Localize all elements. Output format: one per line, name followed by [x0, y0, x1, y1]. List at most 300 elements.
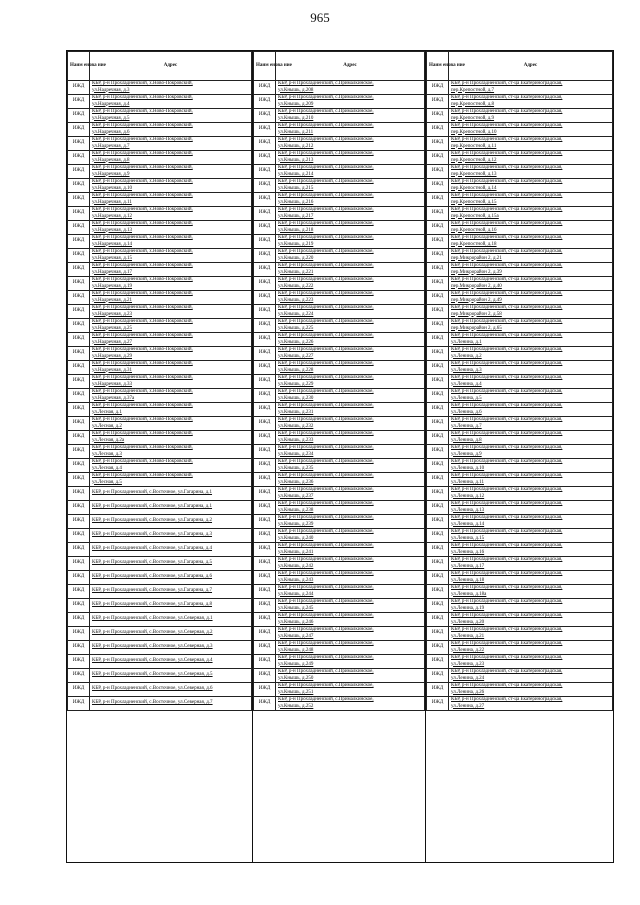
table-row: [254, 151, 425, 165]
address-cell: [449, 347, 613, 361]
address-cell: [276, 221, 425, 235]
table-row: [427, 445, 613, 459]
address-line-2: ул.Ленина, д.23: [451, 661, 485, 667]
address-cell: [276, 375, 425, 389]
address-line-2: ул.Надречная, д.25: [92, 325, 132, 331]
table-row: [427, 585, 613, 599]
address-line-1: КБР, р-н Прохладненский, х.Ново-Покровский,: [92, 459, 193, 465]
address-line-2: ул.Надречная, д.15: [92, 255, 132, 261]
address-line-2: ул.Кнышь, д.229: [278, 381, 314, 387]
table-row: [254, 137, 425, 151]
address-line-2: ул.Надречная, д.3: [92, 87, 130, 93]
address-line-1: КБР, р-н Прохладненский, х.Ново-Покровский,: [92, 151, 193, 157]
address-line-2: ул.Ленина, д.7: [451, 423, 482, 429]
address-cell: [449, 697, 613, 711]
building-type: ИЖД: [254, 249, 276, 263]
address-cell: [90, 473, 252, 487]
building-type: ИЖД: [427, 249, 449, 263]
table-row: [427, 221, 613, 235]
address-line-1: КБР, р-н Прохладненский, с.Восточное, ул.Гагарина, д.5: [92, 560, 213, 566]
address-cell: [449, 403, 613, 417]
address-line-2: ул.Ленина, д.2: [451, 353, 482, 359]
address-line-1: КБР, р-н Прохладненский, с.Прималкинское,: [278, 389, 374, 395]
table-header: [68, 52, 252, 81]
address-cell: [449, 319, 613, 333]
building-type: ИЖД: [68, 641, 90, 655]
building-type: ИЖД: [68, 81, 90, 95]
address-line-1: КБР, р-н Прохладненский, ст-ца Екатериноградская,: [451, 207, 563, 213]
address-line-2: ул.Ленина, д.24: [451, 675, 485, 681]
address-cell: [90, 697, 252, 711]
building-type: ИЖД: [427, 333, 449, 347]
address-cell: [449, 599, 613, 613]
address-line-1: КБР, р-н Прохладненский, ст-ца Екатериноградская,: [451, 585, 563, 591]
address-line-2: ул.Ленина, д.14: [451, 521, 485, 527]
address-line-1: КБР, р-н Прохладненский, с.Прималкинское,: [278, 81, 374, 87]
table-row: [68, 221, 252, 235]
address-line-2: ул.Кнышь, д.226: [278, 339, 314, 345]
address-cell: [90, 529, 252, 543]
table-row: [254, 305, 425, 319]
table-row: [427, 543, 613, 557]
address-cell: [276, 193, 425, 207]
building-type: ИЖД: [427, 123, 449, 137]
building-type: ИЖД: [254, 347, 276, 361]
address-line-1: КБР, р-н Прохладненский, х.Ново-Покровский,: [92, 235, 193, 241]
table-row: [254, 277, 425, 291]
address-table-2: [252, 50, 426, 863]
table-row: [427, 165, 613, 179]
table-row: [68, 151, 252, 165]
table-row: [68, 417, 252, 431]
header-address: Адрес: [276, 52, 425, 81]
building-type: ИЖД: [68, 403, 90, 417]
building-type: ИЖД: [427, 305, 449, 319]
table-row: [427, 291, 613, 305]
building-type: ИЖД: [427, 459, 449, 473]
address-line-2: пер.Крепостной, д.9: [451, 115, 495, 121]
address-line-2: ул.Лесная, д.2: [92, 423, 122, 429]
address-line-2: ул.Надречная, д.5: [92, 115, 130, 121]
address-cell: [449, 361, 613, 375]
address-line-2: пер.Крепостной, д.8: [451, 101, 495, 107]
address-cell: [276, 95, 425, 109]
table-row: [68, 431, 252, 445]
address-line-2: ул.Кнышь, д.218: [278, 227, 314, 233]
address-line-1: КБР, р-н Прохладненский, с.Прималкинское,: [278, 95, 374, 101]
table-row: [254, 207, 425, 221]
address-line-1: КБР, р-н Прохладненский, с.Прималкинское,: [278, 235, 374, 241]
address-line-1: КБР, р-н Прохладненский, с.Прималкинское,: [278, 571, 374, 577]
address-line-2: ул.Кнышь, д.223: [278, 297, 314, 303]
address-line-1: КБР, р-н Прохладненский, с.Прималкинское,: [278, 669, 374, 675]
table-row: [254, 249, 425, 263]
address-line-2: ул.Надречная, д.33: [92, 381, 132, 387]
address-cell: [276, 277, 425, 291]
table-row: [254, 501, 425, 515]
table-row: [427, 277, 613, 291]
address-cell: [276, 263, 425, 277]
table-row: [254, 641, 425, 655]
address-line-1: КБР, р-н Прохладненский, х.Ново-Покровский,: [92, 291, 193, 297]
address-cell: [90, 445, 252, 459]
address-line-1: КБР, р-н Прохладненский, с.Прималкинское,: [278, 655, 374, 661]
building-type: ИЖД: [68, 459, 90, 473]
address-line-1: КБР, р-н Прохладненский, ст-ца Екатериноградская,: [451, 417, 563, 423]
address-cell: [449, 501, 613, 515]
header-type: Наим енова ние: [427, 52, 449, 81]
address-line-1: КБР, р-н Прохладненский, ст-ца Екатериноградская,: [451, 193, 563, 199]
table-row: [68, 305, 252, 319]
address-line-2: ул.Кнышь, д.236: [278, 479, 314, 485]
table-row: [254, 109, 425, 123]
address-line-1: КБР, р-н Прохладненский, с.Прималкинское,: [278, 277, 374, 283]
address-line-1: КБР, р-н Прохладненский, х.Ново-Покровский,: [92, 81, 193, 87]
building-type: ИЖД: [427, 515, 449, 529]
address-line-1: КБР, р-н Прохладненский, х.Ново-Покровский,: [92, 277, 193, 283]
table-row: [427, 487, 613, 501]
table-row: [427, 305, 613, 319]
address-line-2: ул.Кнышь, д.240: [278, 535, 314, 541]
address-cell: [90, 305, 252, 319]
building-type: ИЖД: [68, 669, 90, 683]
table-row: [254, 179, 425, 193]
address-line-2: ул.Кнышь, д.228: [278, 367, 314, 373]
building-type: ИЖД: [427, 585, 449, 599]
table-row: [68, 403, 252, 417]
table-row: [254, 81, 425, 95]
address-line-1: КБР, р-н Прохладненский, с.Восточное, ул.Гагарина, д.8: [92, 602, 213, 608]
address-line-1: КБР, р-н Прохладненский, ст-ца Екатериноградская,: [451, 347, 563, 353]
address-line-1: КБР, р-н Прохладненский, с.Прималкинское,: [278, 599, 374, 605]
building-type: ИЖД: [68, 333, 90, 347]
address-line-1: КБР, р-н Прохладненский, ст-ца Екатериноградская,: [451, 529, 563, 535]
building-type: ИЖД: [254, 193, 276, 207]
building-type: ИЖД: [427, 683, 449, 697]
building-type: ИЖД: [427, 697, 449, 711]
building-type: ИЖД: [427, 375, 449, 389]
table-row: [427, 123, 613, 137]
address-line-1: КБР, р-н Прохладненский, с.Восточное, ул.Северная, д.6: [92, 686, 213, 692]
building-type: ИЖД: [68, 683, 90, 697]
building-type: ИЖД: [68, 529, 90, 543]
address-cell: [276, 459, 425, 473]
address-line-1: КБР, р-н Прохладненский, х.Ново-Покровский,: [92, 389, 193, 395]
building-type: ИЖД: [427, 389, 449, 403]
building-type: ИЖД: [254, 515, 276, 529]
address-line-2: ул.Надречная, д.8: [92, 157, 130, 163]
address-line-1: КБР, р-н Прохладненский, ст-ца Екатериноградская,: [451, 235, 563, 241]
table-row: [68, 669, 252, 683]
address-line-2: ул.Ленина, д.17: [451, 563, 485, 569]
table-row: [254, 473, 425, 487]
table-row: [427, 557, 613, 571]
address-line-1: КБР, р-н Прохладненский, ст-ца Екатериноградская,: [451, 697, 563, 703]
building-type: ИЖД: [427, 193, 449, 207]
address-cell: [449, 655, 613, 669]
address-line-1: КБР, р-н Прохладненский, с.Прималкинское,: [278, 109, 374, 115]
address-cell: [276, 515, 425, 529]
table-row: [68, 193, 252, 207]
address-cell: [90, 669, 252, 683]
address-line-1: КБР, р-н Прохладненский, с.Восточное, ул.Гагарина, д.2: [92, 518, 213, 524]
table-row: [68, 137, 252, 151]
address-line-1: КБР, р-н Прохладненский, ст-ца Екатериноградская,: [451, 305, 563, 311]
table-row: [254, 627, 425, 641]
page-number: 965: [310, 10, 330, 25]
table-row: [427, 263, 613, 277]
table-row: [254, 487, 425, 501]
address-line-2: ул.Надречная, д.10: [92, 185, 132, 191]
address-line-2: ул.Кнышь, д.220: [278, 255, 314, 261]
address-cell: [276, 529, 425, 543]
building-type: ИЖД: [68, 389, 90, 403]
address-cell: [276, 319, 425, 333]
address-line-2: ул.Кнышь, д.244: [278, 591, 314, 597]
address-cell: [90, 515, 252, 529]
address-cell: [90, 683, 252, 697]
address-line-1: КБР, р-н Прохладненский, х.Ново-Покровский,: [92, 445, 193, 451]
address-cell: [449, 669, 613, 683]
address-table-3: [425, 50, 614, 863]
address-cell: [276, 291, 425, 305]
address-line-2: ул.Кнышь, д.241: [278, 549, 314, 555]
address-line-2: ул.Ленина, д.21: [451, 633, 485, 639]
address-line-1: КБР, р-н Прохладненский, ст-ца Екатериноградская,: [451, 473, 563, 479]
building-type: ИЖД: [427, 179, 449, 193]
address-cell: [449, 81, 613, 95]
address-line-1: КБР, р-н Прохладненский, ст-ца Екатериноградская,: [451, 179, 563, 185]
table-row: [427, 697, 613, 711]
address-cell: [449, 165, 613, 179]
table-row: [254, 263, 425, 277]
address-line-2: ул.Ленина, д.26: [451, 689, 485, 695]
building-type: ИЖД: [427, 221, 449, 235]
address-cell: [90, 81, 252, 95]
address-line-2: ул.Кнышь, д.231: [278, 409, 314, 415]
table-row: [254, 683, 425, 697]
address-line-1: КБР, р-н Прохладненский, с.Прималкинское,: [278, 473, 374, 479]
table-row: [254, 571, 425, 585]
address-line-1: КБР, р-н Прохладненский, с.Восточное, ул.Гагарина, д.1: [92, 490, 213, 496]
building-type: ИЖД: [254, 501, 276, 515]
address-cell: [90, 123, 252, 137]
address-line-1: КБР, р-н Прохладненский, ст-ца Екатериноградская,: [451, 137, 563, 143]
address-line-2: ул.Ленина, д.18а: [451, 591, 487, 597]
address-line-2: ул.Кнышь, д.227: [278, 353, 314, 359]
address-cell: [449, 221, 613, 235]
address-line-2: ул.Кнышь, д.219: [278, 241, 314, 247]
building-type: ИЖД: [254, 361, 276, 375]
table-row: [68, 123, 252, 137]
address-cell: [276, 109, 425, 123]
table-row: [427, 501, 613, 515]
building-type: ИЖД: [68, 473, 90, 487]
table-row: [254, 669, 425, 683]
table-row: [427, 375, 613, 389]
address-cell: [449, 683, 613, 697]
table-row: [68, 109, 252, 123]
building-type: ИЖД: [427, 109, 449, 123]
address-cell: [449, 179, 613, 193]
table-row: [68, 641, 252, 655]
address-line-1: КБР, р-н Прохладненский, ст-ца Екатериноградская,: [451, 501, 563, 507]
address-line-1: КБР, р-н Прохладненский, ст-ца Екатериноградская,: [451, 669, 563, 675]
table-row: [254, 291, 425, 305]
table-row: [254, 333, 425, 347]
address-line-1: КБР, р-н Прохладненский, с.Прималкинское,: [278, 361, 374, 367]
address-line-2: ул.Кнышь, д.225: [278, 325, 314, 331]
address-line-2: ул.Ленина, д.5: [451, 395, 482, 401]
address-cell: [276, 557, 425, 571]
building-type: ИЖД: [68, 431, 90, 445]
table-row: [427, 403, 613, 417]
address-cell: [449, 305, 613, 319]
address-line-1: КБР, р-н Прохладненский, ст-ца Екатериноградская,: [451, 277, 563, 283]
header-type: Наим енова ние: [68, 52, 90, 81]
address-line-2: ул.Кнышь, д.251: [278, 689, 314, 695]
address-cell: [90, 235, 252, 249]
address-line-1: КБР, р-н Прохладненский, х.Ново-Покровский,: [92, 193, 193, 199]
address-line-2: ул.Лесная, д.5: [92, 479, 122, 485]
address-line-1: КБР, р-н Прохладненский, ст-ца Екатериноградская,: [451, 557, 563, 563]
building-type: ИЖД: [254, 179, 276, 193]
address-line-1: КБР, р-н Прохладненский, х.Ново-Покровский,: [92, 221, 193, 227]
address-line-1: КБР, р-н Прохладненский, х.Ново-Покровский,: [92, 165, 193, 171]
building-type: ИЖД: [254, 403, 276, 417]
building-type: ИЖД: [254, 571, 276, 585]
address-cell: [90, 627, 252, 641]
address-cell: [276, 207, 425, 221]
table-row: [254, 599, 425, 613]
address-line-2: ул.Надречная, д.23: [92, 311, 132, 317]
address-line-1: КБР, р-н Прохладненский, ст-ца Екатериноградская,: [451, 123, 563, 129]
table-row: [254, 697, 425, 711]
address-line-1: КБР, р-н Прохладненский, х.Ново-Покровский,: [92, 333, 193, 339]
address-line-1: КБР, р-н Прохладненский, ст-ца Екатериноградская,: [451, 319, 563, 325]
address-line-1: КБР, р-н Прохладненский, ст-ца Екатериноградская,: [451, 165, 563, 171]
table-header: [254, 52, 425, 81]
address-line-1: КБР, р-н Прохладненский, с.Прималкинское,: [278, 697, 374, 703]
address-cell: [276, 333, 425, 347]
building-type: ИЖД: [68, 207, 90, 221]
building-type: ИЖД: [68, 515, 90, 529]
building-type: ИЖД: [427, 347, 449, 361]
address-table-1: [66, 50, 253, 863]
address-line-1: КБР, р-н Прохладненский, с.Восточное, ул.Гагарина, д.7: [92, 588, 213, 594]
building-type: ИЖД: [427, 291, 449, 305]
table-row: [68, 347, 252, 361]
table-row: [427, 235, 613, 249]
address-cell: [276, 445, 425, 459]
table-row: [68, 571, 252, 585]
address-line-1: КБР, р-н Прохладненский, ст-ца Екатериноградская,: [451, 655, 563, 661]
address-line-1: КБР, р-н Прохладненский, с.Прималкинское,: [278, 333, 374, 339]
table-row: [254, 235, 425, 249]
table-row: [427, 459, 613, 473]
building-type: ИЖД: [254, 207, 276, 221]
building-type: ИЖД: [68, 235, 90, 249]
address-cell: [449, 431, 613, 445]
address-line-2: ул.Ленина, д.10: [451, 465, 485, 471]
table-row: [68, 81, 252, 95]
table-row: [254, 361, 425, 375]
address-line-1: КБР, р-н Прохладненский, с.Прималкинское,: [278, 193, 374, 199]
table-row: [427, 683, 613, 697]
address-cell: [276, 501, 425, 515]
address-line-2: ул.Кнышь, д.238: [278, 507, 314, 513]
building-type: ИЖД: [254, 697, 276, 711]
address-cell: [90, 193, 252, 207]
address-cell: [449, 473, 613, 487]
address-line-2: ул.Кнышь, д.249: [278, 661, 314, 667]
building-type: ИЖД: [427, 473, 449, 487]
address-line-2: ул.Ленина, д.4: [451, 381, 482, 387]
address-line-2: ул.Ленина, д.8: [451, 437, 482, 443]
address-cell: [449, 151, 613, 165]
building-type: ИЖД: [254, 165, 276, 179]
address-cell: [276, 137, 425, 151]
address-line-1: КБР, р-н Прохладненский, с.Прималкинское,: [278, 529, 374, 535]
building-type: ИЖД: [68, 487, 90, 501]
header-type: Наим енова ние: [254, 52, 276, 81]
building-type: ИЖД: [427, 235, 449, 249]
address-line-2: ул.Кнышь, д.217: [278, 213, 314, 219]
address-line-1: КБР, р-н Прохладненский, ст-ца Екатериноградская,: [451, 445, 563, 451]
building-type: ИЖД: [254, 473, 276, 487]
address-line-2: ул.Надречная, д.21: [92, 297, 132, 303]
address-line-2: ул.Кнышь, д.246: [278, 619, 314, 625]
address-line-2: пер.Крепостной, д.15а: [451, 213, 499, 219]
building-type: ИЖД: [427, 151, 449, 165]
address-cell: [276, 403, 425, 417]
address-line-1: КБР, р-н Прохладненский, ст-ца Екатериноградская,: [451, 599, 563, 605]
building-type: ИЖД: [254, 221, 276, 235]
table-row: [427, 137, 613, 151]
address-cell: [90, 501, 252, 515]
table-row: [427, 431, 613, 445]
address-line-1: КБР, р-н Прохладненский, с.Прималкинское,: [278, 431, 374, 437]
table-row: [68, 277, 252, 291]
address-line-2: ул.Ленина, д.6: [451, 409, 482, 415]
address-line-1: КБР, р-н Прохладненский, с.Прималкинское,: [278, 613, 374, 619]
address-line-2: ул.Ленина, д.22: [451, 647, 485, 653]
table-row: [68, 557, 252, 571]
address-cell: [276, 599, 425, 613]
address-cell: [276, 417, 425, 431]
address-line-2: ул.Лесная, д.1: [92, 409, 122, 415]
address-line-2: ул.Кнышь, д.209: [278, 101, 314, 107]
table-row: [427, 361, 613, 375]
building-type: ИЖД: [427, 571, 449, 585]
address-line-2: пер.Микрорайон 2, д.49: [451, 297, 502, 303]
address-cell: [90, 655, 252, 669]
table-row: [254, 515, 425, 529]
address-line-2: ул.Кнышь, д.242: [278, 563, 314, 569]
table-row: [427, 641, 613, 655]
address-cell: [90, 151, 252, 165]
address-line-1: КБР, р-н Прохладненский, х.Ново-Покровский,: [92, 361, 193, 367]
address-line-2: ул.Кнышь, д.239: [278, 521, 314, 527]
address-cell: [276, 123, 425, 137]
table-row: [427, 571, 613, 585]
address-line-1: КБР, р-н Прохладненский, с.Восточное, ул.Гагарина, д.4: [92, 546, 213, 552]
table-row: [254, 613, 425, 627]
address-line-1: КБР, р-н Прохладненский, с.Прималкинское,: [278, 375, 374, 381]
building-type: ИЖД: [254, 459, 276, 473]
address-line-2: ул.Кнышь, д.211: [278, 129, 314, 135]
address-line-2: ул.Кнышь, д.233: [278, 437, 314, 443]
